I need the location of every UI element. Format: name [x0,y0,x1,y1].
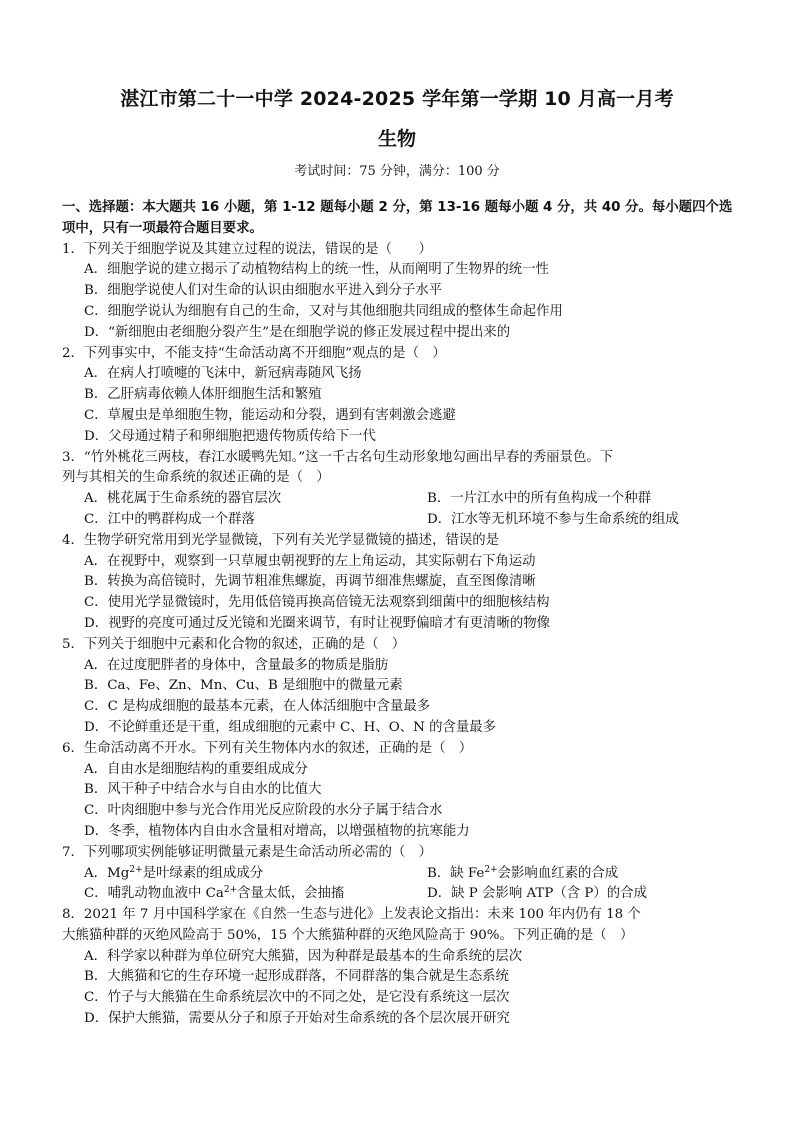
option-b: B．Ca、Fe、Zn、Mn、Cu、B 是细胞中的微量元素 [84,678,403,694]
option-b: B．大熊猫和它的生存环境一起形成群落，不同群落的集合就是生态系统 [84,969,509,985]
option-d: D．不论鲜重还是干重，组成细胞的元素中 C、H、O、N 的含量最多 [84,719,497,735]
option-row [62,489,738,510]
question-4 [62,531,738,635]
option-c: C．使用光学显微镜时，先用低倍镜再换高倍镜无法观察到细菌中的细胞核结构 [84,595,550,611]
question-8 [62,905,738,1030]
option-c: C．竹子与大熊猫在生命系统层次中的不同之处，是它没有系统这一层次 [84,990,510,1006]
question-stem: 3．“竹外桃花三两枝，春江水暖鸭先知。”这一千古名句生动形象地勾画出早春的秀丽景色。下 [62,449,614,465]
option-b: B．乙肝病毒依赖人体肝细胞生活和繁殖 [84,387,322,403]
question-stem: 6．生命活动离不开水。下列有关生物体内水的叙述，正确的是（ ） [62,740,473,756]
option-row [62,510,738,531]
option-a: A．科学家以种群为单位研究大熊猫，因为种群是最基本的生命系统的层次 [84,948,523,964]
option-d: D．江水等无机环境不参与生命系统的组成 [427,511,679,527]
question-stem-continued: 大熊猫种群的灭绝风险高于 50%，15 个大熊猫种群的灭绝风险高于 90%。下列正确的是（ ） [62,927,634,943]
question-stem: 4．生物学研究常用到光学显微镜，下列有关光学显微镜的描述，错误的是 [62,532,500,548]
option-c: C．哺乳动物血液中 $Ca^{2+}$含量太低，会抽搐 [84,885,345,902]
option-c: C．草履虫是单细胞生物，能运动和分裂，遇到有害刺激会逃避 [84,407,456,423]
option-a: A．细胞学说的建立揭示了动植物结构上的统一性，从而阐明了生物界的统一性 [84,262,549,278]
option-c: C．江中的鸭群构成一个群落 [84,511,255,527]
option-d: D．父母通过精子和卵细胞把遗传物质传给下一代 [84,428,376,444]
question-stem: 7．下列哪项实例能够证明微量元素是生命活动所必需的（ ） [62,844,433,860]
exam-time-score: 考试时间：75 分钟，满分：100 分 [294,164,500,179]
option-b: B．转换为高倍镜时，先调节粗准焦螺旋，再调节细准焦螺旋，直至图像清晰 [84,574,536,590]
question-body [62,198,738,1030]
exam-title: 湛江市第二十一中学 2024-2025 学年第一学期 10 月高一月考 [120,88,674,110]
option-a: A．在视野中，观察到一只草履虫朝视野的左上角运动，其实际朝右下角运动 [84,553,536,569]
question-3 [62,448,738,531]
subject-heading: 生物 [377,128,416,150]
question-stem: 1．下列关于细胞学说及其建立过程的说法，错误的是（ ） [62,241,433,257]
option-row [62,864,738,885]
option-a: A．在病人打喷嚏的飞沫中，新冠病毒随风飞扬 [84,366,362,382]
option-b: B．缺 $Fe^{2+}$会影响血红素的合成 [427,864,619,881]
option-d: D．视野的亮度可通过反光镜和光圈来调节，有时让视野偏暗才有更清晰的物像 [84,615,551,631]
option-a: A．在过度肥胖者的身体中，含量最多的物质是脂肪 [84,657,389,673]
question-5 [62,635,738,739]
section-heading: 一、选择题：本大题共 16 小题，第 1-12 题每小题 2 分，第 13-16 题每小题 4 分，共 40 分。每小题四个选项中，只有一项最符合题目要求。 [62,200,733,236]
option-d: D．“新细胞由老细胞分裂产生”是在细胞学说的修正发展过程中提出来的 [84,324,511,340]
question-stem: 8．2021 年 7 月中国科学家在《自然一生态与进化》上发表论文指出：未来 100 年内仍有 18 个 [62,907,641,923]
question-2 [62,344,738,448]
option-d: D．保护大熊猫，需要从分子和原子开始对生命系统的各个层次展开研究 [84,1011,510,1027]
option-b: B．细胞学说使人们对生命的认识由细胞水平进入到分子水平 [84,283,442,299]
question-6 [62,739,738,843]
question-stem: 2．下列事实中，不能支持“生命活动离不开细胞”观点的是（ ） [62,345,446,361]
option-a: A．自由水是细胞结构的重要组成成分 [84,761,308,777]
option-a: A．$Mg^{2+}$是叶绿素的组成成分 [84,864,264,881]
question-stem: 5．下列关于细胞中元素和化合物的叙述，正确的是（ ） [62,636,406,652]
question-1 [62,240,738,344]
question-stem-continued: 列与其相关的生命系统的叙述正确的是（ ） [62,470,330,486]
question-7 [62,843,738,905]
option-c: C．细胞学说认为细胞有自己的生命，又对与其他细胞共同组成的整体生命起作用 [84,303,563,319]
option-c: C．C 是构成细胞的最基本元素，在人体活细胞中含量最多 [84,699,431,715]
option-b: B．一片江水中的所有鱼构成一个种群 [427,491,652,507]
option-c: C．叶肉细胞中参与光合作用光反应阶段的水分子属于结合水 [84,803,443,819]
option-b: B．风干种子中结合水与自由水的比值大 [84,782,322,798]
option-row [62,884,738,905]
option-d: D．冬季，植物体内自由水含量相对增高，以增强植物的抗寒能力 [84,823,470,839]
option-d: D．缺 P 会影响 ATP（含 P）的合成 [427,886,647,902]
option-a: A．桃花属于生命系统的器官层次 [84,491,282,507]
